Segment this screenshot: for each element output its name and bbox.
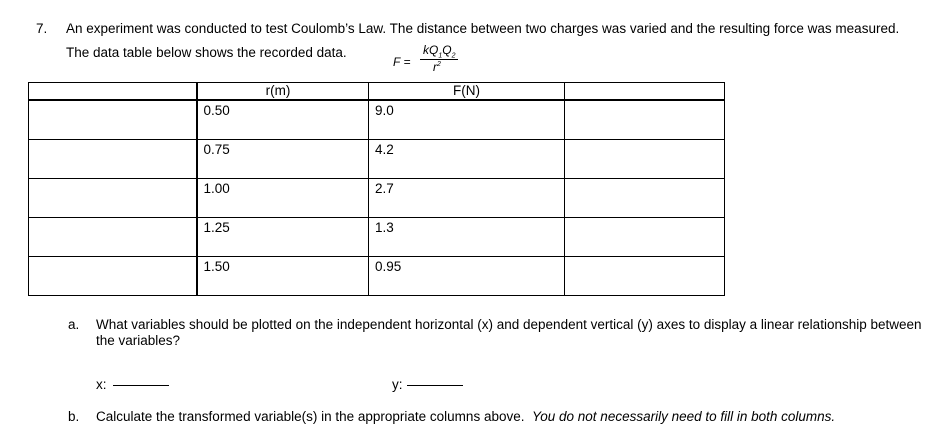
cell-f-value: 1.3 — [369, 218, 565, 257]
part-a-question: What variables should be plotted on the independent horizontal (x) and dependent vertical (y) axes to display a linear relationship between the variables? — [96, 317, 922, 348]
cell-r-value: 1.50 — [197, 257, 359, 296]
cell-transformed-x[interactable] — [29, 100, 197, 140]
question-text-line1: An experiment was conducted to test Coulomb’s Law. The distance between two charges was varied and the resulting force was measured. — [66, 21, 900, 36]
cell-f-value: 9.0 — [369, 100, 565, 140]
formula-denominator: $r^2$ — [433, 60, 441, 74]
cell-transformed-y[interactable] — [565, 218, 725, 257]
formula-numerator: $kQ_1Q_2$ — [423, 43, 456, 60]
cell-spacer — [359, 179, 369, 218]
header-cell-f: F(N) — [369, 83, 565, 101]
table-row — [29, 218, 725, 257]
y-answer-label: y: — [392, 377, 403, 392]
header-cell-r: r(m) — [197, 83, 359, 101]
data-table — [28, 82, 725, 296]
cell-f-value: 0.95 — [369, 257, 565, 296]
part-b-label: b. — [68, 409, 80, 424]
cell-transformed-x[interactable] — [29, 140, 197, 179]
x-answer-label: x: — [96, 377, 107, 392]
header-cell-transformed-y — [565, 83, 725, 101]
cell-spacer — [359, 140, 369, 179]
table-row — [29, 257, 725, 296]
header-cell-transformed-x — [29, 83, 197, 101]
x-answer-blank[interactable] — [113, 385, 169, 386]
cell-r-value: 0.75 — [197, 140, 359, 179]
cell-r-value: 1.00 — [197, 179, 359, 218]
table-header-row — [29, 83, 725, 101]
cell-f-value: 4.2 — [369, 140, 565, 179]
formula-lhs: F = — [393, 55, 411, 69]
cell-transformed-y[interactable] — [565, 100, 725, 140]
cell-transformed-x[interactable] — [29, 257, 197, 296]
cell-transformed-y[interactable] — [565, 179, 725, 218]
cell-spacer — [359, 257, 369, 296]
coulomb-formula — [393, 43, 473, 79]
cell-f-value: 2.7 — [369, 179, 565, 218]
table-row — [29, 100, 725, 140]
table-row — [29, 179, 725, 218]
question-text-line2: The data table below shows the recorded data. — [66, 45, 347, 60]
cell-transformed-x[interactable] — [29, 218, 197, 257]
cell-transformed-y[interactable] — [565, 140, 725, 179]
table-row — [29, 140, 725, 179]
cell-spacer — [359, 218, 369, 257]
part-b-question: Calculate the transformed variable(s) in the appropriate columns above. You do not necessarily need to fill in both columns. — [96, 409, 836, 424]
question-number: 7. — [36, 21, 48, 36]
cell-transformed-y[interactable] — [565, 257, 725, 296]
cell-r-value: 0.50 — [197, 100, 359, 140]
cell-transformed-x[interactable] — [29, 179, 197, 218]
cell-spacer — [359, 100, 369, 140]
y-answer-blank[interactable] — [407, 385, 463, 386]
cell-r-value: 1.25 — [197, 218, 359, 257]
header-cell-spacer — [359, 83, 369, 101]
part-a-label: a. — [68, 317, 80, 332]
